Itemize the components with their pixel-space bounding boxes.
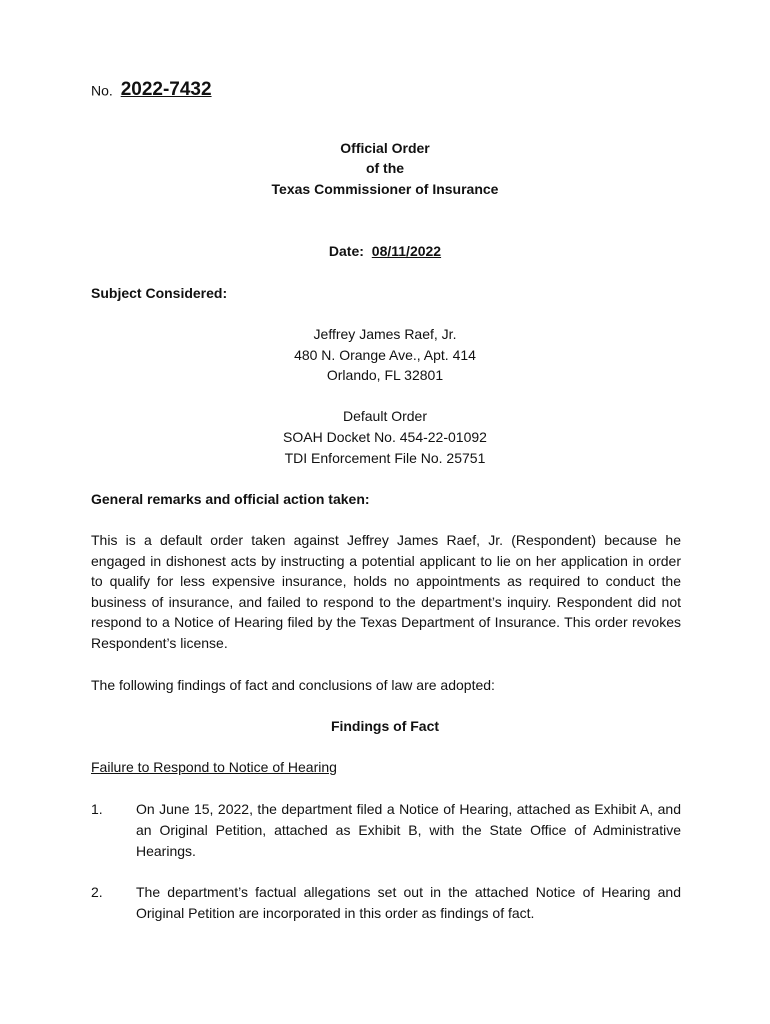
findings-heading: Findings of Fact — [330, 718, 440, 734]
subject-heading: Subject Considered: — [91, 285, 228, 301]
finding-2-number: 2. — [91, 884, 103, 900]
title-line-3: Texas Commissioner of Insurance — [271, 181, 499, 197]
order-number-line — [91, 80, 212, 99]
findings-subheading: Failure to Respond to Notice of Hearing — [91, 759, 337, 775]
order-number: 2022-7432 — [120, 79, 212, 101]
date-value: 08/11/2022 — [371, 243, 442, 259]
remarks-paragraph: This is a default order taken against Jeffrey James Raef, Jr. (Respondent) because he engaged in dishonest acts by instructing a potential applicant to lie on her application in order to qualify for less expensive insurance, holds no appointments as required to conduct the business of insurance, and failed to respond to the department’s inquiry. Respondent did not respond to a Notice of Hearing filed by the Texas Department of Insurance. This order revokes Respondent’s license. — [91, 532, 681, 651]
no-label: No. — [91, 82, 113, 99]
order-type: Default Order — [342, 408, 428, 424]
tdi-file: TDI Enforcement File No. 25751 — [284, 450, 486, 466]
date-line — [0, 242, 770, 260]
finding-2-text: The department’s factual allegations set out in the attached Notice of Hearing and Original Petition are incorporated in this order as findings of fact. — [136, 884, 681, 921]
subject-address-1: 480 N. Orange Ave., Apt. 414 — [294, 347, 476, 363]
remarks-heading: General remarks and official action taken: — [91, 491, 370, 507]
soah-docket: SOAH Docket No. 454-22-01092 — [283, 429, 487, 445]
finding-1-text: On June 15, 2022, the department filed a Notice of Hearing, attached as Exhibit A, and an Original Petition, attached as Exhibit B, with the State Office of Administrative Hearings. — [136, 801, 681, 859]
date-label: Date: — [328, 243, 364, 259]
title-line-2: of the — [365, 160, 405, 176]
subject-name: Jeffrey James Raef, Jr. — [313, 326, 457, 342]
finding-1-number: 1. — [91, 801, 103, 817]
adoption-sentence: The following findings of fact and conclusions of law are adopted: — [91, 677, 495, 693]
title-line-1: Official Order — [340, 140, 430, 156]
subject-address-2: Orlando, FL 32801 — [326, 367, 444, 383]
